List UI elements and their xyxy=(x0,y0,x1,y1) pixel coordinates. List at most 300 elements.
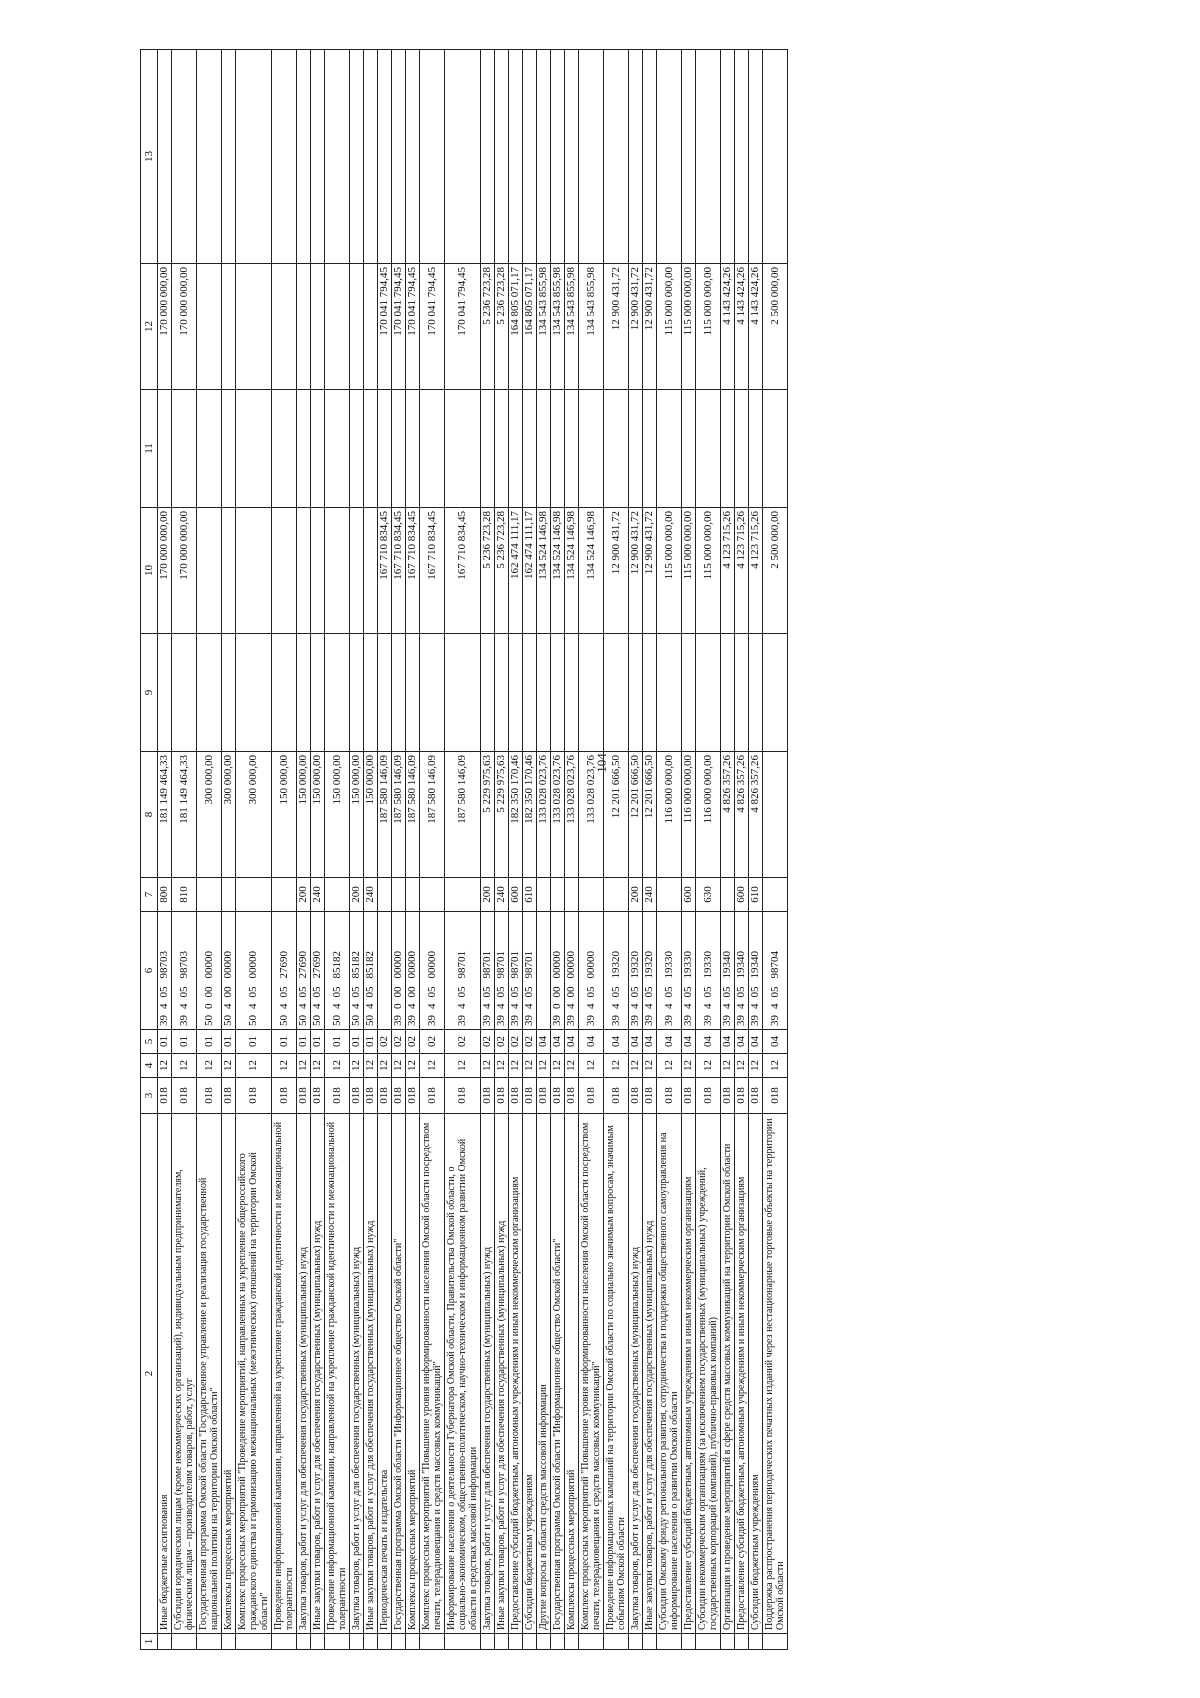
target-article-cell xyxy=(445,912,481,1030)
amount-col13-cell xyxy=(364,50,378,264)
amount-col12-cell: 170 041 794,45 xyxy=(378,264,392,390)
expense-type-cell: 630 xyxy=(696,878,721,912)
amount-col9-cell xyxy=(523,634,537,752)
amount-col12-cell xyxy=(325,264,350,390)
amount-col9-cell xyxy=(420,634,445,752)
amount-col9-cell xyxy=(763,634,788,752)
target-article-cell xyxy=(378,912,392,1030)
table-row xyxy=(481,50,495,1650)
row-name-cell: Иные бюджетные ассигнования xyxy=(158,1114,172,1634)
target-article-part: 4 xyxy=(682,1003,694,1009)
target-article-part: 85182 xyxy=(350,951,362,979)
row-name-cell: Субсидии бюджетным учреждениям xyxy=(523,1114,537,1634)
target-article-part: 4 xyxy=(609,1003,622,1009)
amount-col9-cell xyxy=(197,634,222,752)
target-article-cell xyxy=(172,912,197,1030)
table-row xyxy=(495,50,509,1650)
chapter-code-cell: 018 xyxy=(629,1078,643,1114)
chapter-code-cell: 018 xyxy=(350,1078,364,1114)
amount-col13-cell xyxy=(297,50,311,264)
target-article-part: 4 xyxy=(629,1003,641,1009)
row-number-cell xyxy=(579,1634,604,1650)
subsection-code-cell: 02 xyxy=(406,1030,420,1054)
target-article-cell xyxy=(272,912,297,1030)
table-row xyxy=(509,50,523,1650)
subsection-code-cell: 02 xyxy=(509,1030,523,1054)
chapter-code-cell: 018 xyxy=(509,1078,523,1114)
target-article-part: 19320 xyxy=(643,951,655,979)
target-article-part: 4 xyxy=(177,1003,190,1009)
table-row xyxy=(272,50,297,1650)
amount-col11-cell xyxy=(537,390,551,508)
subsection-code-cell: 02 xyxy=(378,1030,392,1054)
target-article-part: 4 xyxy=(364,1003,376,1009)
amount-col8-cell: 12 201 666,50 xyxy=(604,752,629,878)
amount-col13-cell xyxy=(523,50,537,264)
table-row xyxy=(565,50,579,1650)
row-number-cell xyxy=(406,1634,420,1650)
amount-col13-cell xyxy=(481,50,495,264)
target-article-part: 00 xyxy=(222,986,234,998)
expense-type-cell xyxy=(420,878,445,912)
amount-col11-cell xyxy=(311,390,325,508)
section-code-cell: 12 xyxy=(495,1054,509,1078)
chapter-code-cell: 018 xyxy=(445,1078,481,1114)
target-article-part: 98701 xyxy=(481,951,493,979)
target-article-part: 05 xyxy=(425,986,438,998)
amount-col8-cell: 150 000,00 xyxy=(272,752,297,878)
target-article-cell xyxy=(297,912,311,1030)
target-article-part: 05 xyxy=(350,986,362,998)
subsection-code-cell: 02 xyxy=(420,1030,445,1054)
target-article-part: 4 xyxy=(701,1003,714,1009)
row-number-cell xyxy=(735,1634,749,1650)
amount-col8-cell: 300 000,00 xyxy=(236,752,272,878)
target-article-part: 50 xyxy=(247,1015,259,1026)
amount-col10-cell: 115 000 000,00 xyxy=(657,508,682,634)
amount-col10-cell: 134 524 146,98 xyxy=(565,508,579,634)
row-name-cell: Информирование населения о деятельности Губернатора Омской области, Правительства Омской области, о социально-экономическом, общественно-политическом, научно-техническом и информационном развитии Омской области в средствах массовой информации xyxy=(445,1114,481,1634)
row-name-cell: Субсидии бюджетным учреждениям xyxy=(749,1114,763,1634)
target-article-part: 05 xyxy=(749,986,761,998)
amount-col8-cell: 4 826 357,26 xyxy=(749,752,763,878)
target-article-part: 39 xyxy=(609,1015,622,1026)
amount-col9-cell xyxy=(495,634,509,752)
table-row xyxy=(629,50,643,1650)
chapter-code-cell: 018 xyxy=(311,1078,325,1114)
table-row xyxy=(721,50,735,1650)
subsection-code-cell: 01 xyxy=(325,1030,350,1054)
amount-col12-cell: 170 041 794,45 xyxy=(445,264,481,390)
amount-col12-cell: 4 143 424,26 xyxy=(721,264,735,390)
target-article-cell xyxy=(749,912,763,1030)
target-article-part: 05 xyxy=(629,986,641,998)
chapter-code-cell: 018 xyxy=(236,1078,272,1114)
amount-col13-cell xyxy=(696,50,721,264)
amount-col8-cell: 187 580 146,09 xyxy=(445,752,481,878)
expense-type-cell: 200 xyxy=(350,878,364,912)
table-row xyxy=(297,50,311,1650)
target-article-part: 00000 xyxy=(247,951,259,979)
amount-col13-cell xyxy=(311,50,325,264)
target-article-cell xyxy=(325,912,350,1030)
subsection-code-cell: 01 xyxy=(350,1030,364,1054)
amount-col8-cell: 4 826 357,26 xyxy=(735,752,749,878)
row-number-cell xyxy=(537,1634,551,1650)
amount-col11-cell xyxy=(551,390,565,508)
expense-type-cell: 240 xyxy=(643,878,657,912)
row-number-cell xyxy=(643,1634,657,1650)
amount-col12-cell: 12 900 431,72 xyxy=(643,264,657,390)
subsection-code-cell: 04 xyxy=(749,1030,763,1054)
table-row xyxy=(392,50,406,1650)
amount-col11-cell xyxy=(364,390,378,508)
amount-col10-cell: 4 123 715,26 xyxy=(735,508,749,634)
chapter-code-cell: 018 xyxy=(378,1078,392,1114)
row-number-cell xyxy=(657,1634,682,1650)
section-code-cell: 12 xyxy=(378,1054,392,1078)
chapter-code-cell: 018 xyxy=(749,1078,763,1114)
target-article-part: 50 xyxy=(330,1015,343,1026)
amount-col11-cell xyxy=(272,390,297,508)
amount-col8-cell xyxy=(763,752,788,878)
target-article-part: 39 xyxy=(721,1015,733,1026)
expense-type-cell xyxy=(236,878,272,912)
chapter-code-cell: 018 xyxy=(172,1078,197,1114)
amount-col12-cell: 170 041 794,45 xyxy=(420,264,445,390)
row-number-cell xyxy=(682,1634,696,1650)
target-article-part: 4 xyxy=(643,1003,655,1009)
section-code-cell: 12 xyxy=(579,1054,604,1078)
amount-col13-cell xyxy=(445,50,481,264)
target-article-cell xyxy=(509,912,523,1030)
amount-col12-cell: 134 543 855,98 xyxy=(537,264,551,390)
subsection-code-cell: 01 xyxy=(236,1030,272,1054)
target-article-part: 4 xyxy=(523,1003,535,1009)
row-number-cell xyxy=(222,1634,236,1650)
target-article-part: 39 xyxy=(643,1015,655,1026)
target-article-part: 50 xyxy=(222,1015,234,1026)
amount-col10-cell: 162 474 111,17 xyxy=(509,508,523,634)
table-row xyxy=(197,50,222,1650)
target-article-part: 39 xyxy=(509,1015,521,1026)
target-article-part: 39 xyxy=(158,1015,170,1026)
amount-col13-cell xyxy=(272,50,297,264)
amount-col8-cell: 12 201 666,50 xyxy=(629,752,643,878)
target-article-cell xyxy=(735,912,749,1030)
target-article-part: 05 xyxy=(177,986,190,998)
header-row xyxy=(141,50,158,1650)
expense-type-cell: 200 xyxy=(629,878,643,912)
amount-col8-cell: 300 000,00 xyxy=(222,752,236,878)
amount-col8-cell: 116 000 000,00 xyxy=(657,752,682,878)
target-article-part: 05 xyxy=(247,986,259,998)
amount-col13-cell xyxy=(735,50,749,264)
amount-col8-cell: 133 028 023,76 xyxy=(579,752,604,878)
amount-col11-cell xyxy=(297,390,311,508)
chapter-code-cell: 018 xyxy=(763,1078,788,1114)
subsection-code-cell: 04 xyxy=(537,1030,551,1054)
row-number-cell xyxy=(197,1634,222,1650)
chapter-code-cell: 018 xyxy=(297,1078,311,1114)
target-article-part: 00000 xyxy=(584,951,597,979)
row-name-cell: Проведение информационной кампании, направленной на укрепление гражданской идентичности и межнациональной толерантности xyxy=(325,1114,350,1634)
target-article-part: 05 xyxy=(158,986,170,998)
chapter-code-cell: 018 xyxy=(537,1078,551,1114)
table-row xyxy=(172,50,197,1650)
target-article-part: 05 xyxy=(509,986,521,998)
header-cell: 1 xyxy=(141,1634,158,1650)
target-article-cell xyxy=(696,912,721,1030)
section-code-cell: 12 xyxy=(481,1054,495,1078)
chapter-code-cell: 018 xyxy=(721,1078,735,1114)
row-name-cell: Субсидии некоммерческим организациям (за исключением государственных (муниципальных) учреждений, государственных корпораций (компаний), публично-правовых компаний) xyxy=(696,1114,721,1634)
row-number-cell xyxy=(420,1634,445,1650)
target-article-part: 39 xyxy=(406,1015,418,1026)
chapter-code-cell: 018 xyxy=(523,1078,537,1114)
amount-col9-cell xyxy=(297,634,311,752)
target-article-part: 0 xyxy=(392,1003,404,1009)
table-row xyxy=(350,50,364,1650)
target-article-part: 05 xyxy=(330,986,343,998)
table-row xyxy=(222,50,236,1650)
amount-col12-cell: 2 500 000,00 xyxy=(763,264,788,390)
target-article-part: 98701 xyxy=(495,951,507,979)
amount-col10-cell: 4 123 715,26 xyxy=(721,508,735,634)
amount-col8-cell: 181 149 464,33 xyxy=(172,752,197,878)
row-name-cell: Проведение информационных кампаний на территории Омской области по социально значимым вопросам, значимым событиям Омской области xyxy=(604,1114,629,1634)
target-article-part: 05 xyxy=(523,986,535,998)
target-article-part: 98703 xyxy=(158,951,170,979)
target-article-part: 05 xyxy=(584,986,597,998)
table-row xyxy=(551,50,565,1650)
target-article-part: 50 xyxy=(277,1015,290,1026)
target-article-part: 39 xyxy=(768,1015,781,1026)
header-cell: 7 xyxy=(141,878,158,912)
row-name-cell: Субсидии Омскому фонду регионального развития, сотрудничества и поддержки общественного самоуправления на информирование населения о развитии Омской области xyxy=(657,1114,682,1634)
row-number-cell xyxy=(721,1634,735,1650)
amount-col13-cell xyxy=(537,50,551,264)
target-article-part: 05 xyxy=(701,986,714,998)
target-article-part: 00 xyxy=(392,986,404,998)
amount-col11-cell xyxy=(236,390,272,508)
amount-col12-cell: 12 900 431,72 xyxy=(604,264,629,390)
amount-col13-cell xyxy=(158,50,172,264)
amount-col12-cell: 134 543 855,98 xyxy=(565,264,579,390)
amount-col9-cell xyxy=(272,634,297,752)
amount-col10-cell: 167 710 834,45 xyxy=(392,508,406,634)
header-cell: 8 xyxy=(141,752,158,878)
amount-col13-cell xyxy=(629,50,643,264)
budget-table-sheet xyxy=(140,50,1200,1650)
target-article-part: 05 xyxy=(735,986,747,998)
table-row xyxy=(682,50,696,1650)
section-code-cell: 12 xyxy=(749,1054,763,1078)
target-article-part: 39 xyxy=(565,1015,577,1026)
target-article-part: 4 xyxy=(662,1003,675,1009)
target-article-part: 39 xyxy=(523,1015,535,1026)
amount-col10-cell: 5 236 723,28 xyxy=(495,508,509,634)
amount-col13-cell xyxy=(406,50,420,264)
target-article-part: 39 xyxy=(749,1015,761,1026)
target-article-part: 39 xyxy=(735,1015,747,1026)
section-code-cell: 12 xyxy=(763,1054,788,1078)
amount-col8-cell: 150 000,00 xyxy=(350,752,364,878)
row-number-cell xyxy=(696,1634,721,1650)
target-article-part: 00 xyxy=(202,986,215,998)
chapter-code-cell: 018 xyxy=(158,1078,172,1114)
subsection-code-cell: 04 xyxy=(551,1030,565,1054)
chapter-code-cell: 018 xyxy=(222,1078,236,1114)
amount-col12-cell: 134 543 855,98 xyxy=(579,264,604,390)
target-article-cell xyxy=(551,912,565,1030)
row-number-cell xyxy=(565,1634,579,1650)
target-article-cell xyxy=(537,912,551,1030)
target-article-part: 4 xyxy=(277,1003,290,1009)
target-article-cell xyxy=(604,912,629,1030)
row-name-cell: Комплексы процессных мероприятий xyxy=(222,1114,236,1634)
table-row xyxy=(604,50,629,1650)
chapter-code-cell: 018 xyxy=(565,1078,579,1114)
row-name-cell: Периодическая печать и издательства xyxy=(378,1114,392,1634)
subsection-code-cell: 02 xyxy=(445,1030,481,1054)
target-article-part: 4 xyxy=(406,1003,418,1009)
row-name-cell: Иные закупки товаров, работ и услуг для обеспечения государственных (муниципальных) нужд xyxy=(311,1114,325,1634)
target-article-part: 4 xyxy=(481,1003,493,1009)
target-article-cell xyxy=(158,912,172,1030)
target-article-cell xyxy=(523,912,537,1030)
chapter-code-cell: 018 xyxy=(420,1078,445,1114)
amount-col8-cell: 300 000,00 xyxy=(197,752,222,878)
target-article-part: 19320 xyxy=(629,951,641,979)
row-number-cell xyxy=(311,1634,325,1650)
amount-col13-cell xyxy=(420,50,445,264)
target-article-part: 39 xyxy=(495,1015,507,1026)
section-code-cell: 12 xyxy=(364,1054,378,1078)
section-code-cell: 12 xyxy=(392,1054,406,1078)
amount-col11-cell xyxy=(579,390,604,508)
subsection-code-cell: 01 xyxy=(197,1030,222,1054)
header-cell: 11 xyxy=(141,390,158,508)
header-cell: 4 xyxy=(141,1054,158,1078)
target-article-part: 98701 xyxy=(509,951,521,979)
target-article-cell xyxy=(495,912,509,1030)
section-code-cell: 12 xyxy=(236,1054,272,1078)
amount-col10-cell xyxy=(364,508,378,634)
target-article-part: 05 xyxy=(456,986,468,998)
target-article-cell xyxy=(197,912,222,1030)
expense-type-cell xyxy=(445,878,481,912)
amount-col10-cell xyxy=(272,508,297,634)
amount-col10-cell: 4 123 715,26 xyxy=(749,508,763,634)
row-name-cell: Закупка товаров, работ и услуг для обеспечения государственных (муниципальных) нужд xyxy=(350,1114,364,1634)
amount-col10-cell: 134 524 146,98 xyxy=(537,508,551,634)
amount-col9-cell xyxy=(721,634,735,752)
amount-col12-cell: 5 236 723,28 xyxy=(481,264,495,390)
target-article-part: 4 xyxy=(456,1003,468,1009)
amount-col11-cell xyxy=(222,390,236,508)
chapter-code-cell: 018 xyxy=(696,1078,721,1114)
amount-col10-cell xyxy=(350,508,364,634)
target-article-part: 00000 xyxy=(392,951,404,979)
target-article-part: 27690 xyxy=(297,951,309,979)
target-article-part: 00000 xyxy=(565,951,577,979)
section-code-cell: 12 xyxy=(172,1054,197,1078)
amount-col8-cell: 5 229 975,63 xyxy=(481,752,495,878)
amount-col10-cell: 12 900 431,72 xyxy=(643,508,657,634)
section-code-cell: 12 xyxy=(272,1054,297,1078)
target-article-part: 50 xyxy=(350,1015,362,1026)
amount-col13-cell xyxy=(763,50,788,264)
amount-col13-cell xyxy=(682,50,696,264)
row-number-cell xyxy=(350,1634,364,1650)
row-number-cell xyxy=(236,1634,272,1650)
amount-col13-cell xyxy=(236,50,272,264)
target-article-part: 4 xyxy=(495,1003,507,1009)
subsection-code-cell: 02 xyxy=(481,1030,495,1054)
expense-type-cell xyxy=(197,878,222,912)
row-name-cell: Предоставление субсидий бюджетным, автономным учреждениям и иным некоммерческим организациям xyxy=(735,1114,749,1634)
target-article-part: 00000 xyxy=(425,951,438,979)
table-row xyxy=(158,50,172,1650)
row-number-cell xyxy=(364,1634,378,1650)
target-article-cell xyxy=(222,912,236,1030)
expense-type-cell: 200 xyxy=(297,878,311,912)
table-row xyxy=(735,50,749,1650)
amount-col9-cell xyxy=(350,634,364,752)
row-number-cell xyxy=(481,1634,495,1650)
row-name-cell: Предоставление субсидий бюджетным, автономным учреждениям и иным некоммерческим организациям xyxy=(682,1114,696,1634)
target-article-part: 50 xyxy=(311,1015,323,1026)
amount-col9-cell xyxy=(325,634,350,752)
row-name-cell: Проведение информационной кампании, направленной на укрепление гражданской идентичности и межнациональной толерантности xyxy=(272,1114,297,1634)
table-row xyxy=(378,50,392,1650)
target-article-part: 4 xyxy=(247,1003,259,1009)
target-article-part: 4 xyxy=(222,1003,234,1009)
amount-col8-cell: 12 201 666,50 xyxy=(643,752,657,878)
target-article-part: 00 xyxy=(551,986,563,998)
amount-col12-cell: 170 000 000,00 xyxy=(158,264,172,390)
row-name-cell: Иные закупки товаров, работ и услуг для обеспечения государственных (муниципальных) нужд xyxy=(364,1114,378,1634)
target-article-part: 05 xyxy=(277,986,290,998)
amount-col8-cell: 133 028 023,76 xyxy=(551,752,565,878)
amount-col11-cell xyxy=(350,390,364,508)
row-name-cell: Закупка товаров, работ и услуг для обеспечения государственных (муниципальных) нужд xyxy=(629,1114,643,1634)
amount-col8-cell: 5 229 975,63 xyxy=(495,752,509,878)
amount-col13-cell xyxy=(350,50,364,264)
target-article-part: 05 xyxy=(311,986,323,998)
amount-col11-cell xyxy=(495,390,509,508)
target-article-part: 4 xyxy=(350,1003,362,1009)
amount-col9-cell xyxy=(579,634,604,752)
amount-col9-cell xyxy=(604,634,629,752)
row-name-cell: Организация и проведение мероприятий в сфере средств массовых коммуникаций на территории Омской области xyxy=(721,1114,735,1634)
section-code-cell: 12 xyxy=(735,1054,749,1078)
subsection-code-cell: 04 xyxy=(579,1030,604,1054)
row-number-cell xyxy=(272,1634,297,1650)
amount-col9-cell xyxy=(565,634,579,752)
target-article-cell xyxy=(364,912,378,1030)
subsection-code-cell: 04 xyxy=(565,1030,579,1054)
amount-col11-cell xyxy=(158,390,172,508)
section-code-cell: 12 xyxy=(565,1054,579,1078)
row-number-cell xyxy=(551,1634,565,1650)
amount-col9-cell xyxy=(509,634,523,752)
amount-col12-cell xyxy=(364,264,378,390)
amount-col12-cell: 164 805 071,17 xyxy=(509,264,523,390)
section-code-cell: 12 xyxy=(629,1054,643,1078)
amount-col8-cell: 4 826 357,26 xyxy=(721,752,735,878)
